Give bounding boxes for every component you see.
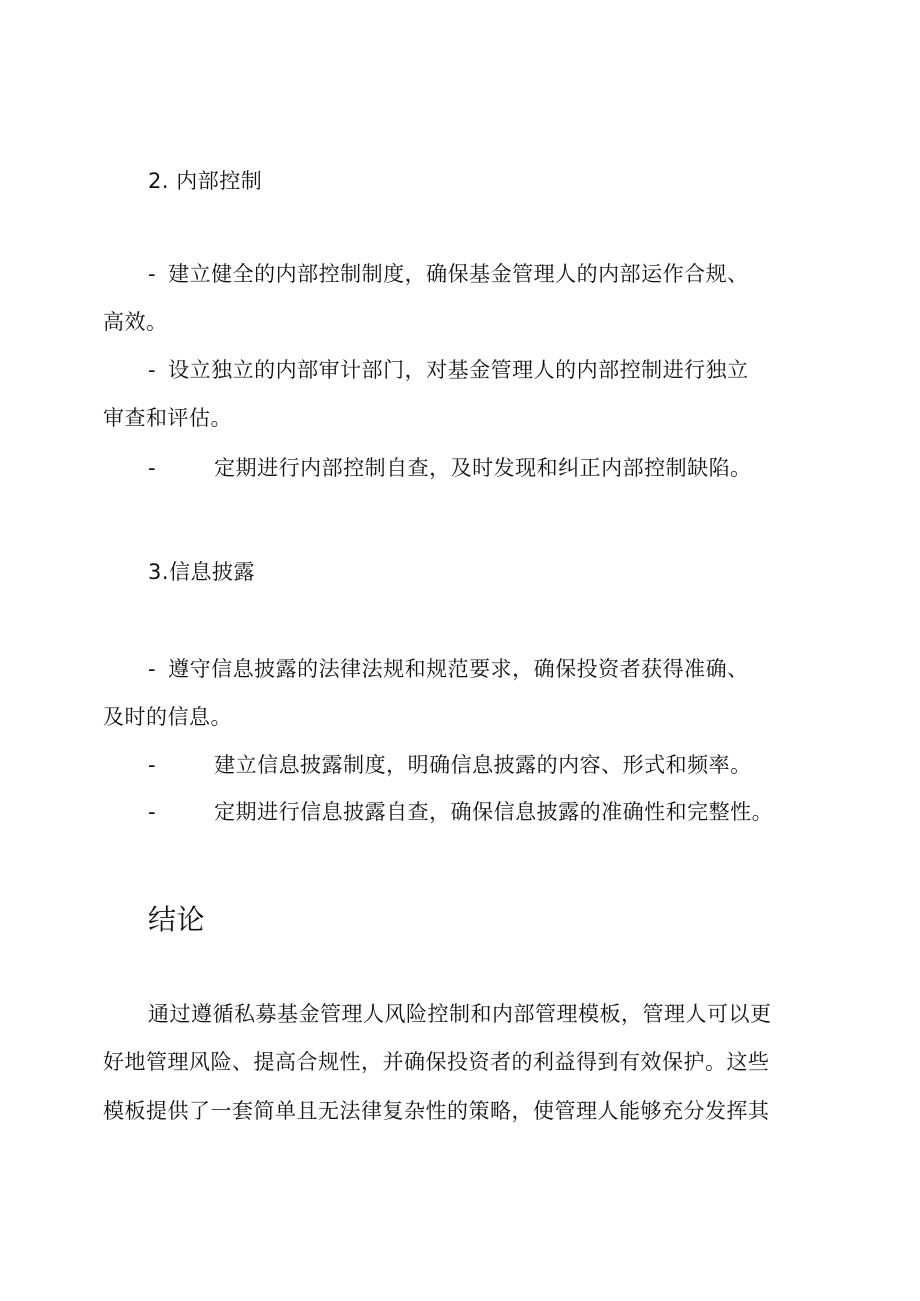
section-3-item-3-text: 定期进行信息披露自查，确保信息披露的准确性和完整性。 [214, 800, 774, 824]
section-3-item-2 [148, 750, 752, 780]
conclusion-line-2: 好地管理风险、提高合规性，并确保投资者的利益得到有效保护。这些 [103, 1050, 770, 1074]
section-3-item-2-text: 建立信息披露制度，明确信息披露的内容、形式和频率。 [214, 753, 752, 777]
bullet-dash: - [148, 657, 157, 681]
bullet-dash: - [148, 456, 157, 480]
section-2-item-3-text: 定期进行内部控制自查，及时发现和纠正内部控制缺陷。 [214, 456, 752, 480]
section-2-item-2-line-2: 审查和评估。 [103, 406, 232, 430]
section-2-item-1-text: 建立健全的内部控制制度，确保基金管理人的内部运作合规、 [168, 262, 749, 286]
section-3-item-1-line-2: 及时的信息。 [103, 705, 232, 729]
section-2-item-3 [148, 453, 752, 483]
bullet-dash: - [148, 800, 157, 824]
section-3-item-1-line-1 [148, 654, 749, 684]
section-3-item-1-text: 遵守信息披露的法律法规和规范要求，确保投资者获得准确、 [168, 657, 749, 681]
section-3-title: 3.信息披露 [148, 560, 256, 584]
conclusion-heading: 结论 [148, 903, 206, 936]
bullet-dash: - [148, 753, 157, 777]
section-3-item-3 [148, 797, 773, 827]
bullet-dash: - [148, 358, 157, 382]
section-2-item-1-line-2: 高效。 [103, 310, 168, 334]
section-2-item-1-line-1 [148, 259, 749, 289]
conclusion-line-1: 通过遵循私募基金管理人风险控制和内部管理模板，管理人可以更 [148, 1002, 772, 1026]
section-2-item-2-text: 设立独立的内部审计部门，对基金管理人的内部控制进行独立 [168, 358, 749, 382]
conclusion-line-3: 模板提供了一套简单且无法律复杂性的策略，使管理人能够充分发挥其 [103, 1099, 770, 1123]
bullet-dash: - [148, 262, 157, 286]
section-2-title: 2. 内部控制 [148, 169, 263, 193]
section-2-item-2-line-1 [148, 355, 749, 385]
